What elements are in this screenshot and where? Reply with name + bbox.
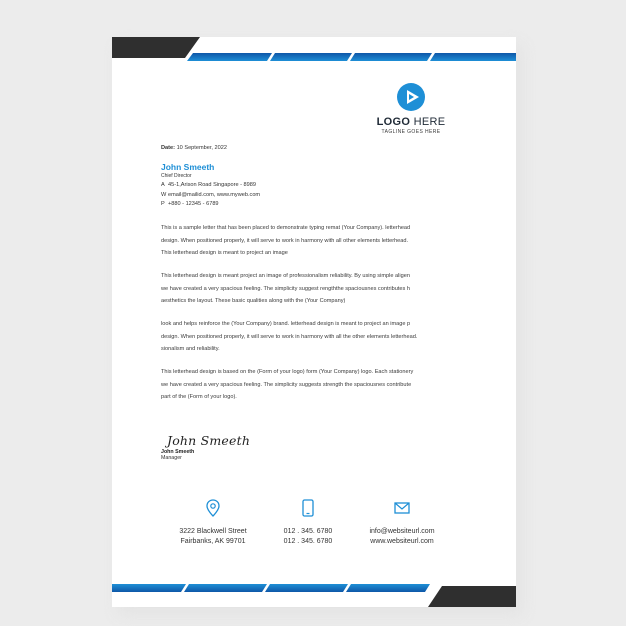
bottom-band-segment [265,584,348,592]
top-band-segment [187,53,272,61]
bottom-band-segment [112,584,186,592]
handwritten-signature: John Smeeth [167,433,251,448]
footer-address: 3222 Blackwell Street Fairbanks, AK 99701 [158,499,268,547]
footer-email: info@websiteurl.com www.websiteurl.com [347,499,457,547]
paragraph: This letterhead design is meant project an image of professionalism reliability. By using simple aligen we have created a very spacious feeling. The simplicity suggest rengththe spaciousnes contributes h aesthetics the layout. These basic qualities along with the (Your Company) [161,273,410,304]
footer-phone: 012 . 345. 6780 012 . 345. 6780 [253,499,363,547]
location-pin-icon [206,499,220,517]
signatory-role: Manager [161,455,182,461]
bottom-band-segment [184,584,267,592]
signatory-name: John Smeeth [161,449,195,455]
sender-role: Chief Director [161,173,192,179]
bottom-band-dark-segment [428,586,516,607]
date-label: Date: [161,145,175,151]
sender-phone: P +880 - 12345 - 6789 [161,201,219,208]
top-band-dark-segment [112,37,200,58]
letterhead-sheet [112,37,516,607]
top-band [112,37,516,67]
date-value: 10 September, 2022 [176,145,227,151]
sender-address: A 45-1,Arison Road Singapore - 8989 [161,182,257,189]
letter-body [161,222,455,414]
signature-block [161,433,250,461]
letter-date [161,145,227,151]
bottom-band [112,577,516,607]
bottom-band-segment [346,584,430,592]
logo-title: LOGO HERE [376,116,446,128]
logo-triangle-icon [396,82,426,112]
sender-block [161,162,260,207]
sender-web: W email@mailid.com, www.myweb.com [161,191,261,198]
paragraph: This is a sample letter that has been placed to demonstrate typing remat (Your Company). letterhead design. When positioned properly, it will serve to work in harmony with all other elements letterhead. This letterhead design is meant to project an image [161,225,411,256]
top-band-segment [430,53,516,61]
logo-tagline: TAGLINE GOES HERE [381,129,441,135]
company-logo [366,82,456,135]
mobile-phone-icon [302,499,314,517]
envelope-icon [394,499,410,517]
sender-name: John Smeeth [161,162,215,172]
top-band-segment [350,53,432,61]
paragraph: This letterhead design is based on the (Form of your logo) form (Your Company) logo. Each stationery we have created a very spacious feeling. The simplicity suggests strength the spaciousnes contribute part of the (Form of your logo). [161,369,414,400]
top-band-segment [270,53,352,61]
paragraph: look and helps reinforce the (Your Company) brand. letterhead design is meant to project an image p design. When positioned properly, it will serve to work in harmony with all the other elements letterhead. sionalism and reliability. [161,321,418,352]
